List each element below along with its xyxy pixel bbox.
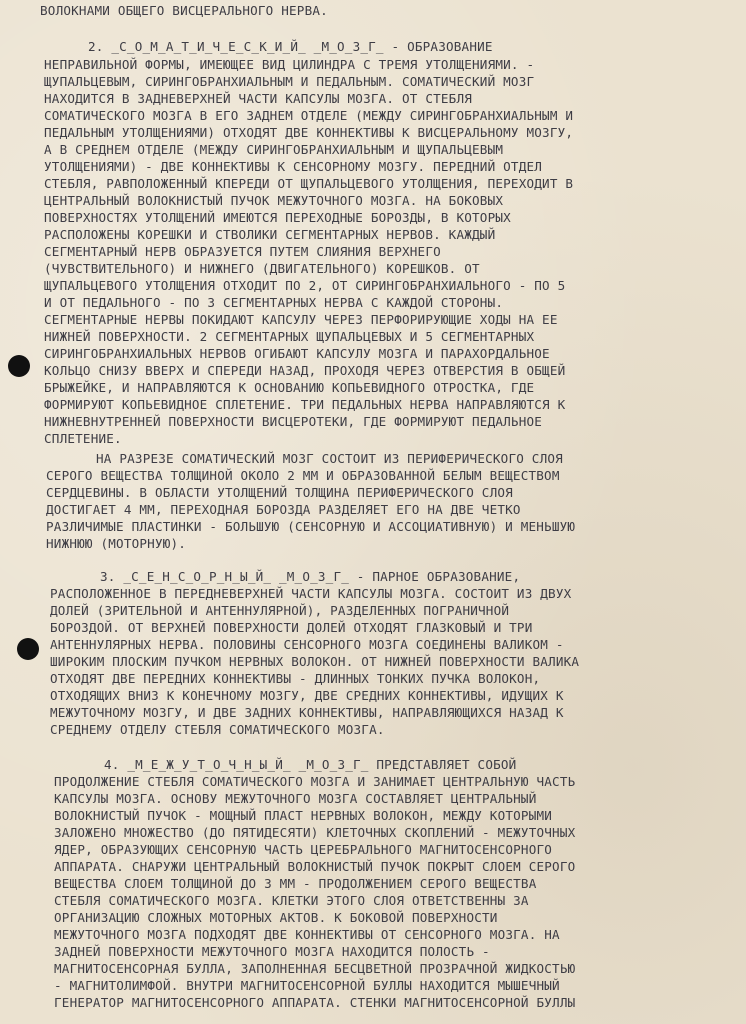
text-line: ОТХОДЯТ ДВЕ ПЕРЕДНИХ КОННЕКТИВЫ - ДЛИННЫХ ТОНКИХ ПУЧКА ВОЛОКОН, xyxy=(50,671,541,686)
text-line: СЕГМЕНТАРНЫЙ НЕРВ ОБРАЗУЕТСЯ ПУТЕМ СЛИЯНИЯ ВЕРХНЕГО xyxy=(44,244,441,259)
punch-hole-lower xyxy=(17,638,39,660)
text-line: БОРОЗДОЙ. ОТ ВЕРХНЕЙ ПОВЕРХНОСТИ ДОЛЕЙ ОТХОДЯТ ГЛАЗКОВЫЙ И ТРИ xyxy=(50,620,533,635)
text-line: ГЕНЕРАТОР МАГНИТОСЕНСОРНОГО АППАРАТА. СТЕНКИ МАГНИТОСЕНСОРНОЙ БУЛЛЫ xyxy=(54,995,576,1010)
text-line: ЩУПАЛЬЦЕВОГО УТОЛЩЕНИЯ ОТХОДИТ ПО 2, ОТ СИРИНГОБРАНХИАЛЬНОГО - ПО 5 xyxy=(44,278,566,293)
text-line: СРЕДНЕМУ ОТДЕЛУ СТЕБЛЯ СОМАТИЧЕСКОГО МОЗГА. xyxy=(50,722,385,737)
text-line: ДОСТИГАЕТ 4 ММ, ПЕРЕХОДНАЯ БОРОЗДА РАЗДЕЛЯЕТ ЕГО НА ДВЕ ЧЕТКО xyxy=(46,502,521,517)
text-line: ВОЛОКНИСТЫЙ ПУЧОК - МОЩНЫЙ ПЛАСТ НЕРВНЫХ ВОЛОКОН, МЕЖДУ КОТОРЫМИ xyxy=(54,808,553,823)
text-line: КАПСУЛЫ МОЗГА. ОСНОВУ МЕЖУТОЧНОГО МОЗГА СОСТАВЛЯЕТ ЦЕНТРАЛЬНЫЙ xyxy=(54,791,537,806)
section-heading-sensory-brain: 3. _С_Е_Н_С_О_Р_Н_Ы_Й_ _М_О_З_Г_ - ПАРНОЕ ОБРАЗОВАНИЕ, xyxy=(100,569,521,584)
section-heading-somatic-brain: 2. _С_О_М_А_Т_И_Ч_Е_С_К_И_Й_ _М_О_З_Г_ - ОБРАЗОВАНИЕ xyxy=(88,39,493,54)
text-line: СЕРДЦЕВИНЫ. В ОБЛАСТИ УТОЛЩЕНИЙ ТОЛЩИНА ПЕРИФЕРИЧЕСКОГО СЛОЯ xyxy=(46,485,513,500)
text-line: И ОТ ПЕДАЛЬНОГО - ПО 3 СЕГМЕНТАРНЫХ НЕРВА С КАЖДОЙ СТОРОНЫ. xyxy=(44,295,504,310)
text-line: ПЕДАЛЬНЫМ УТОЛЩЕНИЯМИ) ОТХОДЯТ ДВЕ КОННЕКТИВЫ К ВИСЦЕРАЛЬНОМУ МОЗГУ, xyxy=(44,125,574,140)
text-line: БРЫЖЕЙКЕ, И НАПРАВЛЯЮТСЯ К ОСНОВАНИЮ КОПЬЕВИДНОГО ОТРОСТКА, ГДЕ xyxy=(44,380,535,395)
text-line: АППАРАТА. СНАРУЖИ ЦЕНТРАЛЬНЫЙ ВОЛОКНИСТЫЙ ПУЧОК ПОКРЫТ СЛОЕМ СЕРОГО xyxy=(54,859,576,874)
text-line: СТЕБЛЯ, РАВПОЛОЖЕННЫЙ КПЕРЕДИ ОТ ЩУПАЛЬЦЕВОГО УТОЛЩЕНИЯ, ПЕРЕХОДИТ В xyxy=(44,176,574,191)
text-line: НЕПРАВИЛЬНОЙ ФОРМЫ, ИМЕЮЩЕЕ ВИД ЦИЛИНДРА С ТРЕМЯ УТОЛЩЕНИЯМИ. - xyxy=(44,57,535,72)
text-line: СТЕБЛЯ СОМАТИЧЕСКОГО МОЗГА. КЛЕТКИ ЭТОГО СЛОЯ ОТВЕТСТВЕННЫ ЗА xyxy=(54,893,529,908)
text-line: ВОЛОКНАМИ ОБЩЕГО ВИСЦЕРАЛЬНОГО НЕРВА. xyxy=(40,3,328,18)
text-line: СИРИНГОБРАНХИАЛЬНЫХ НЕРВОВ ОГИБАЮТ КАПСУЛУ МОЗГА И ПАРАХОРДАЛЬНОЕ xyxy=(44,346,550,361)
text-line: КОЛЬЦО СНИЗУ ВВЕРХ И СПЕРЕДИ НАЗАД, ПРОХОДЯ ЧЕРЕЗ ОТВЕРСТИЯ В ОБЩЕЙ xyxy=(44,363,566,378)
text-line: ДОЛЕЙ (ЗРИТЕЛЬНОЙ И АНТЕННУЛЯРНОЙ), РАЗДЕЛЕННЫХ ПОГРАНИЧНОЙ xyxy=(50,603,510,618)
text-line: МЕЖУТОЧНОМУ МОЗГУ, И ДВЕ ЗАДНИХ КОННЕКТИВЫ, НАПРАВЛЯЮЩИХСЯ НАЗАД К xyxy=(50,705,564,720)
text-line: ФОРМИРУЮТ КОПЬЕВИДНОЕ СПЛЕТЕНИЕ. ТРИ ПЕДАЛЬНЫХ НЕРВА НАПРАВЛЯЮТСЯ К xyxy=(44,397,566,412)
text-line: (ЧУВСТВИТЕЛЬНОГО) И НИЖНЕГО (ДВИГАТЕЛЬНОГО) КОРЕШКОВ. ОТ xyxy=(44,261,480,276)
text-line: А В СРЕДНЕМ ОТДЕЛЕ (МЕЖДУ СИРИНГОБРАНХИАЛЬНЫМ И ЩУПАЛЬЦЕВЫМ xyxy=(44,142,504,157)
text-line: ЯДЕР, ОБРАЗУЮЩИХ СЕНСОРНУЮ ЧАСТЬ ЦЕРЕБРАЛЬНОГО МАГНИТОСЕНСОРНОГО xyxy=(54,842,553,857)
text-line: РАСПОЛОЖЕННОЕ В ПЕРЕДНЕВЕРХНЕЙ ЧАСТИ КАПСУЛЫ МОЗГА. СОСТОИТ ИЗ ДВУХ xyxy=(50,586,572,601)
text-line: ШИРОКИМ ПЛОСКИМ ПУЧКОМ НЕРВНЫХ ВОЛОКОН. ОТ НИЖНЕЙ ПОВЕРХНОСТИ ВАЛИКА xyxy=(50,654,580,669)
section-heading-intermediate-brain: 4. _М_Е_Ж_У_Т_О_Ч_Н_Ы_Й_ _М_О_З_Г_ ПРЕДСТАВЛЯЕТ СОБОЙ xyxy=(104,757,517,772)
text-line: СЕГМЕНТАРНЫЕ НЕРВЫ ПОКИДАЮТ КАПСУЛУ ЧЕРЕЗ ПЕРФОРИРУЮЩИЕ ХОДЫ НА ЕЕ xyxy=(44,312,558,327)
text-line: СОМАТИЧЕСКОГО МОЗГА В ЕГО ЗАДНЕМ ОТДЕЛЕ (МЕЖДУ СИРИНГОБРАНХИАЛЬНЫМ И xyxy=(44,108,574,123)
text-line: ЗАЛОЖЕНО МНОЖЕСТВО (ДО ПЯТИДЕСЯТИ) КЛЕТОЧНЫХ СКОПЛЕНИЙ - МЕЖУТОЧНЫХ xyxy=(54,825,576,840)
text-line: ПРОДОЛЖЕНИЕ СТЕБЛЯ СОМАТИЧЕСКОГО МОЗГА И ЗАНИМАЕТ ЦЕНТРАЛЬНУЮ ЧАСТЬ xyxy=(54,774,576,789)
text-line: РАСПОЛОЖЕНЫ КОРЕШКИ И СТВОЛИКИ СЕГМЕНТАРНЫХ НЕРВОВ. КАЖДЫЙ xyxy=(44,227,496,242)
text-line: УТОЛЩЕНИЯМИ) - ДВЕ КОННЕКТИВЫ К СЕНСОРНОМУ МОЗГУ. ПЕРЕДНИЙ ОТДЕЛ xyxy=(44,159,543,174)
text-line: СПЛЕТЕНИЕ. xyxy=(44,431,122,446)
text-line: ОТХОДЯЩИХ ВНИЗ К КОНЕЧНОМУ МОЗГУ, ДВЕ СРЕДНИХ КОННЕКТИВЫ, ИДУЩИХ К xyxy=(50,688,564,703)
punch-hole-upper xyxy=(8,355,30,377)
text-line: НИЖНЮЮ (МОТОРНУЮ). xyxy=(46,536,187,551)
text-line: МАГНИТОСЕНСОРНАЯ БУЛЛА, ЗАПОЛНЕННАЯ БЕСЦВЕТНОЙ ПРОЗРАЧНОЙ ЖИДКОСТЬЮ xyxy=(54,961,576,976)
text-line: ЗАДНЕЙ ПОВЕРХНОСТИ МЕЖУТОЧНОГО МОЗГА НАХОДИТСЯ ПОЛОСТЬ - xyxy=(54,944,490,959)
text-line: НИЖНЕВНУТРЕННЕЙ ПОВЕРХНОСТИ ВИСЦЕРОТЕКИ, ГДЕ ФОРМИРУЮТ ПЕДАЛЬНОЕ xyxy=(44,414,543,429)
text-line: НАХОДИТСЯ В ЗАДНЕВЕРХНЕЙ ЧАСТИ КАПСУЛЫ МОЗГА. ОТ СТЕБЛЯ xyxy=(44,91,473,106)
text-line: ВЕЩЕСТВА СЛОЕМ ТОЛЩИНОЙ ДО 3 ММ - ПРОДОЛЖЕНИЕМ СЕРОГО ВЕЩЕСТВА xyxy=(54,876,537,891)
text-line: АНТЕННУЛЯРНЫХ НЕРВА. ПОЛОВИНЫ СЕНСОРНОГО МОЗГА СОЕДИНЕНЫ ВАЛИКОМ - xyxy=(50,637,564,652)
text-line: ОРГАНИЗАЦИЮ СЛОЖНЫХ МОТОРНЫХ АКТОВ. К БОКОВОЙ ПОВЕРХНОСТИ xyxy=(54,910,498,925)
text-line: ЦЕНТРАЛЬНЫЙ ВОЛОКНИСТЫЙ ПУЧОК МЕЖУТОЧНОГО МОЗГА. НА БОКОВЫХ xyxy=(44,193,504,208)
text-line: РАЗЛИЧИМЫЕ ПЛАСТИНКИ - БОЛЬШУЮ (СЕНСОРНУЮ И АССОЦИАТИВНУЮ) И МЕНЬШУЮ xyxy=(46,519,576,534)
text-line: НИЖНЕЙ ПОВЕРХНОСТИ. 2 СЕГМЕНТАРНЫХ ЩУПАЛЬЦЕВЫХ И 5 СЕГМЕНТАРНЫХ xyxy=(44,329,535,344)
text-line: ЩУПАЛЬЦЕВЫМ, СИРИНГОБРАНХИАЛЬНЫМ И ПЕДАЛЬНЫМ. СОМАТИЧЕСКИЙ МОЗГ xyxy=(44,74,535,89)
text-line: НА РАЗРЕЗЕ СОМАТИЧЕСКИЙ МОЗГ СОСТОИТ ИЗ ПЕРИФЕРИЧЕСКОГО СЛОЯ xyxy=(96,451,563,466)
text-line: СЕРОГО ВЕЩЕСТВА ТОЛЩИНОЙ ОКОЛО 2 ММ И ОБРАЗОВАННОЙ БЕЛЫМ ВЕЩЕСТВОМ xyxy=(46,468,560,483)
text-line: МЕЖУТОЧНОГО МОЗГА ПОДХОДЯТ ДВЕ КОННЕКТИВЫ ОТ СЕНСОРНОГО МОЗГА. НА xyxy=(54,927,560,942)
text-line: - МАГНИТОЛИМФОЙ. ВНУТРИ МАГНИТОСЕНСОРНОЙ БУЛЛЫ НАХОДИТСЯ МЫШЕЧНЫЙ xyxy=(54,978,560,993)
text-line: ПОВЕРХНОСТЯХ УТОЛЩЕНИЙ ИМЕЮТСЯ ПЕРЕХОДНЫЕ БОРОЗДЫ, В КОТОРЫХ xyxy=(44,210,511,225)
